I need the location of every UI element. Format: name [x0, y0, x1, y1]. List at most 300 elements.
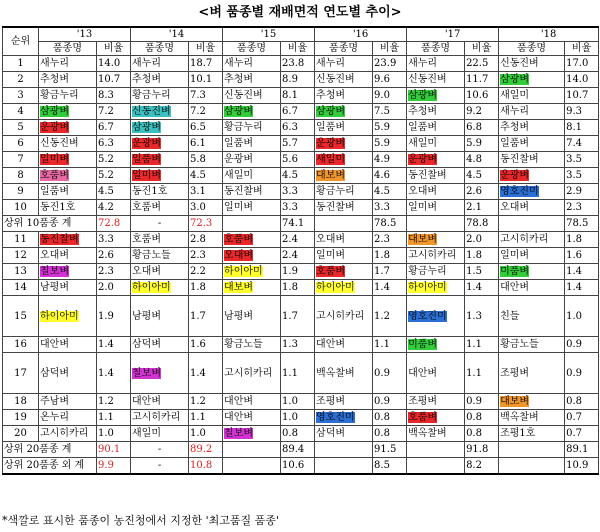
variety-name: 남평벼 — [224, 310, 254, 322]
table-row — [3, 280, 599, 296]
variety-name-cell — [39, 184, 97, 200]
variety-name-cell — [315, 152, 373, 168]
ratio-cell: 1.3 — [281, 337, 315, 353]
variety-name-cell — [499, 200, 565, 216]
year-header: '18 — [499, 27, 599, 42]
top20-sum-label: 상위 20품종 계 — [3, 442, 97, 458]
variety-name: 대보벼 — [500, 396, 530, 407]
table-row — [3, 168, 599, 184]
variety-name-cell — [39, 280, 97, 296]
variety-name: 일미벼 — [224, 202, 254, 213]
ratio-cell: 0.8 — [465, 426, 499, 442]
ratio-cell: 0.9 — [565, 337, 599, 353]
variety-name: 하이아미 — [316, 282, 355, 293]
variety-name: 운광벼 — [500, 170, 530, 181]
variety-name-header: 품종명 — [499, 42, 565, 56]
ratio-cell: 11.7 — [465, 72, 499, 88]
variety-name-cell — [499, 394, 565, 410]
ratio-cell: 1.8 — [465, 248, 499, 264]
variety-name: 오대벼 — [316, 234, 346, 245]
variety-name-cell — [39, 104, 97, 120]
variety-name-cell — [315, 248, 373, 264]
table-row — [3, 410, 599, 426]
ratio-cell: 1.8 — [373, 248, 407, 264]
variety-name: 온누리 — [40, 412, 69, 423]
variety-name-cell — [39, 426, 97, 442]
variety-name-cell — [131, 136, 189, 152]
blank-cell — [499, 458, 565, 475]
ratio-header: 비율 — [565, 42, 599, 56]
blank-cell — [407, 216, 465, 232]
variety-name-cell — [315, 120, 373, 136]
ratio-cell: 1.8 — [281, 280, 315, 296]
ratio-cell: 3.3 — [373, 200, 407, 216]
ratio-cell: 1.4 — [97, 337, 131, 353]
variety-name: 추청벼 — [316, 90, 346, 101]
ratio-cell: 0.9 — [373, 353, 407, 394]
year-header: '13 — [39, 27, 131, 42]
year-header-row — [3, 27, 599, 42]
variety-name-cell — [315, 353, 373, 394]
variety-name-cell — [223, 72, 281, 88]
variety-name-cell — [39, 410, 97, 426]
ratio-cell: 2.6 — [465, 184, 499, 200]
ratio-cell: 0.8 — [565, 394, 599, 410]
ratio-cell: 0.8 — [281, 426, 315, 442]
variety-name-cell — [39, 136, 97, 152]
variety-name-cell — [39, 248, 97, 264]
variety-name: 신동진벼 — [316, 74, 355, 85]
variety-name-cell — [407, 56, 465, 72]
table-row — [3, 56, 599, 72]
variety-name-cell — [315, 168, 373, 184]
variety-name-cell — [407, 280, 465, 296]
variety-name-cell — [131, 56, 189, 72]
ratio-cell: 5.2 — [97, 152, 131, 168]
table-row — [3, 184, 599, 200]
ratio-cell: 7.2 — [189, 104, 223, 120]
variety-name: 운광벼 — [316, 138, 346, 149]
variety-name: 추청벼 — [408, 106, 438, 117]
ratio-cell: 2.4 — [281, 248, 315, 264]
variety-name: 오대벼 — [408, 186, 438, 197]
variety-name-cell — [407, 264, 465, 280]
variety-name: 새일미 — [132, 428, 161, 439]
variety-name: 일미벼 — [40, 154, 69, 165]
variety-name-cell — [131, 410, 189, 426]
variety-name-cell — [223, 120, 281, 136]
variety-name-cell — [131, 104, 189, 120]
variety-name: 새일미 — [224, 170, 254, 181]
variety-name-cell — [131, 394, 189, 410]
sum-value: 74.1 — [281, 216, 315, 232]
blank-cell — [223, 442, 281, 458]
variety-name-cell — [39, 232, 97, 248]
variety-name-cell — [499, 337, 565, 353]
variety-name: 칠보벼 — [132, 367, 161, 379]
sum-value: 78.8 — [465, 216, 499, 232]
sum-value: 10.8 — [189, 458, 223, 475]
ratio-cell: 1.1 — [97, 410, 131, 426]
ratio-cell: 1.1 — [281, 353, 315, 394]
variety-name-cell — [223, 264, 281, 280]
variety-name-cell — [499, 136, 565, 152]
sum-value: 72.8 — [97, 216, 131, 232]
variety-name: 신동진벼 — [40, 138, 79, 149]
variety-name: 새일미 — [500, 90, 530, 101]
ratio-cell: 2.2 — [189, 264, 223, 280]
table-row — [3, 88, 599, 104]
top10-body — [3, 56, 599, 216]
variety-name: 운광벼 — [408, 154, 438, 165]
variety-name: 하이아미 — [40, 310, 79, 322]
ratio-cell: 1.0 — [565, 296, 599, 337]
ratio-cell: 5.9 — [465, 136, 499, 152]
variety-name: 삼광벼 — [224, 106, 254, 117]
variety-name: 삼덕벼 — [132, 339, 161, 350]
ratio-header: 비율 — [97, 42, 131, 56]
variety-name-cell — [131, 184, 189, 200]
variety-name-cell — [499, 426, 565, 442]
variety-name-cell — [407, 296, 465, 337]
year-header: '16 — [315, 27, 407, 42]
ratio-cell: 4.5 — [465, 168, 499, 184]
ratio-cell: 4.5 — [373, 184, 407, 200]
blank-cell — [223, 458, 281, 475]
variety-name: 새누리 — [408, 58, 438, 69]
variety-name-cell — [407, 353, 465, 394]
variety-name-cell — [223, 232, 281, 248]
ratio-header: 비율 — [465, 42, 499, 56]
variety-name-cell — [499, 280, 565, 296]
variety-name: 대안벼 — [316, 339, 346, 350]
variety-name: 미품벼 — [408, 339, 438, 350]
ratio-cell: 0.9 — [565, 353, 599, 394]
variety-name-cell — [499, 88, 565, 104]
variety-name: 영호진미 — [500, 186, 539, 197]
variety-name-cell — [407, 200, 465, 216]
variety-name: 새일미 — [316, 154, 346, 165]
sum-value: 78.5 — [373, 216, 407, 232]
variety-name: 대안벼 — [224, 412, 254, 423]
variety-name-cell — [223, 353, 281, 394]
other-sum-row — [3, 458, 599, 475]
ratio-cell: 7.5 — [373, 104, 407, 120]
sum-value: 72.3 — [189, 216, 223, 232]
variety-name: 칠보벼 — [40, 266, 69, 277]
ratio-cell: 1.1 — [465, 353, 499, 394]
ratio-cell: 1.9 — [281, 264, 315, 280]
rank-cell: 15 — [3, 296, 39, 337]
variety-name: 호품벼 — [224, 234, 254, 245]
ratio-cell: 3.3 — [97, 232, 131, 248]
table-row — [3, 152, 599, 168]
variety-name: 황금누리 — [224, 122, 263, 133]
variety-name-cell — [407, 184, 465, 200]
rank-cell: 5 — [3, 120, 39, 136]
variety-name-cell — [131, 353, 189, 394]
ratio-cell: 2.6 — [97, 248, 131, 264]
variety-name: 호품벼 — [316, 266, 346, 277]
ratio-cell: 4.5 — [97, 184, 131, 200]
table-row — [3, 120, 599, 136]
ratio-cell: 1.8 — [189, 280, 223, 296]
variety-name: 백옥찰벼 — [316, 367, 355, 379]
variety-name-cell — [39, 200, 97, 216]
variety-name: 미품벼 — [500, 266, 530, 277]
variety-name: 새일미 — [408, 138, 438, 149]
variety-name-cell — [315, 88, 373, 104]
variety-name-cell — [223, 337, 281, 353]
ratio-cell: 1.1 — [373, 337, 407, 353]
rank-cell: 1 — [3, 56, 39, 72]
ratio-cell: 14.0 — [97, 56, 131, 72]
variety-name: 영호진미 — [408, 310, 447, 322]
ratio-header: 비율 — [373, 42, 407, 56]
variety-name: 대안벼 — [408, 367, 438, 379]
variety-name-cell — [315, 337, 373, 353]
variety-name-cell — [315, 264, 373, 280]
variety-name: 신동진벼 — [132, 106, 171, 117]
variety-name-cell — [499, 296, 565, 337]
ratio-cell: 9.0 — [373, 88, 407, 104]
variety-name: 동진찰벼 — [408, 170, 447, 181]
variety-name: 일미벼 — [132, 170, 161, 181]
variety-name-cell — [499, 410, 565, 426]
sum-value: 10.9 — [565, 458, 599, 475]
variety-name-header: 품종명 — [39, 42, 97, 56]
ratio-cell: 0.9 — [465, 394, 499, 410]
variety-name-cell — [131, 152, 189, 168]
variety-name-header: 품종명 — [407, 42, 465, 56]
ratio-cell: 1.1 — [189, 410, 223, 426]
ratio-cell: 1.6 — [189, 337, 223, 353]
other-sum-label: 상위 20품종 외 계 — [3, 458, 97, 475]
blank-cell — [407, 442, 465, 458]
variety-name: 추청벼 — [40, 74, 69, 85]
variety-name: 동진찰벼 — [500, 154, 539, 165]
table-row — [3, 200, 599, 216]
rank-cell: 18 — [3, 394, 39, 410]
rank-cell: 3 — [3, 88, 39, 104]
rank-cell: 11 — [3, 232, 39, 248]
variety-name: 오대벼 — [40, 250, 69, 261]
variety-name-cell — [407, 410, 465, 426]
variety-name: 조평벼 — [408, 396, 438, 407]
ratio-cell: 5.7 — [281, 136, 315, 152]
variety-name-cell — [131, 280, 189, 296]
table-row — [3, 337, 599, 353]
variety-name: 새누리 — [224, 58, 254, 69]
variety-name-header: 품종명 — [131, 42, 189, 56]
variety-name-cell — [223, 394, 281, 410]
variety-name: 대보벼 — [316, 170, 346, 181]
ratio-cell: 6.1 — [189, 136, 223, 152]
variety-name: 새누리 — [500, 106, 530, 117]
variety-name: 동진1호 — [40, 202, 76, 213]
ratio-cell: 3.3 — [281, 200, 315, 216]
variety-name-cell — [315, 136, 373, 152]
variety-name-cell — [223, 104, 281, 120]
variety-name-header: 품종명 — [315, 42, 373, 56]
ratio-cell: 6.8 — [465, 120, 499, 136]
variety-name-cell — [315, 296, 373, 337]
ratio-cell: 17.0 — [565, 56, 599, 72]
variety-name-cell — [407, 337, 465, 353]
variety-name: 삼광벼 — [132, 122, 161, 133]
variety-name: 동진찰벼 — [40, 234, 79, 245]
year-header: '14 — [131, 27, 223, 42]
sum-value: 89.4 — [281, 442, 315, 458]
variety-name: 조평1호 — [500, 428, 536, 439]
ratio-cell: 1.1 — [465, 337, 499, 353]
ratio-cell: 18.7 — [189, 56, 223, 72]
ratio-cell: 2.3 — [373, 232, 407, 248]
ratio-cell: 0.7 — [565, 410, 599, 426]
top10-sum-body — [3, 216, 599, 232]
variety-name: 황금노들 — [500, 339, 539, 350]
sum-value: 89.1 — [565, 442, 599, 458]
sum-value: 90.1 — [97, 442, 131, 458]
variety-name: 오대벼 — [224, 250, 254, 261]
variety-name-cell — [407, 136, 465, 152]
ratio-cell: 2.3 — [565, 200, 599, 216]
variety-name: 운광벼 — [132, 138, 161, 149]
blank-cell — [315, 458, 373, 475]
blank-cell — [315, 216, 373, 232]
variety-name: 일미벼 — [500, 250, 530, 261]
ratio-cell: 7.4 — [565, 136, 599, 152]
variety-name-cell — [499, 104, 565, 120]
variety-name-cell — [131, 120, 189, 136]
variety-name: 백옥찰벼 — [408, 428, 447, 439]
variety-name-cell — [315, 394, 373, 410]
rank-cell: 2 — [3, 72, 39, 88]
year-header: '17 — [407, 27, 499, 42]
variety-name-cell — [39, 56, 97, 72]
variety-name-cell — [39, 168, 97, 184]
rank-header: 순위 — [3, 27, 39, 56]
rank-cell: 8 — [3, 168, 39, 184]
variety-name: 삼광벼 — [40, 106, 69, 117]
variety-name: 일품벼 — [500, 138, 530, 149]
footnote: *색깔로 표시한 품종이 농진청에서 지정한 '최고품질 품종' — [2, 514, 279, 527]
variety-name-cell — [39, 296, 97, 337]
variety-name: 신동진벼 — [224, 90, 263, 101]
variety-name-cell — [39, 152, 97, 168]
variety-name: 일품벼 — [224, 138, 254, 149]
ratio-cell: 2.1 — [465, 200, 499, 216]
rice-variety-table — [2, 26, 599, 475]
variety-name-cell — [223, 296, 281, 337]
variety-name-cell — [315, 104, 373, 120]
variety-name: 하이아미 — [132, 282, 171, 293]
table-row — [3, 104, 599, 120]
variety-name: 호품벼 — [132, 202, 161, 213]
dash: - — [131, 442, 189, 458]
ratio-cell: 3.1 — [189, 184, 223, 200]
variety-name-cell — [39, 353, 97, 394]
variety-name: 삼덕벼 — [40, 367, 69, 379]
variety-name: 동진찰벼 — [224, 186, 263, 197]
variety-name-cell — [499, 232, 565, 248]
ratio-cell: 14.0 — [565, 72, 599, 88]
rank-cell: 13 — [3, 264, 39, 280]
variety-name: 일품벼 — [408, 122, 438, 133]
year-header: '15 — [223, 27, 315, 42]
variety-name: 새누리 — [40, 58, 69, 69]
ratio-cell: 4.5 — [189, 168, 223, 184]
variety-name: 추청벼 — [224, 74, 254, 85]
ratio-cell: 2.3 — [189, 248, 223, 264]
column-header-row — [3, 42, 599, 56]
variety-name: 삼광벼 — [500, 74, 530, 85]
variety-name-cell — [407, 120, 465, 136]
variety-name: 삼덕벼 — [316, 428, 346, 439]
ratio-cell: 1.4 — [565, 280, 599, 296]
variety-name: 황금누리 — [132, 90, 171, 101]
ratio-cell: 3.5 — [565, 168, 599, 184]
rank-cell: 17 — [3, 353, 39, 394]
variety-name: 삼광벼 — [408, 90, 438, 101]
variety-name-cell — [131, 200, 189, 216]
ratio-cell: 2.3 — [97, 264, 131, 280]
rank-cell: 14 — [3, 280, 39, 296]
variety-name-cell — [499, 184, 565, 200]
variety-name-cell — [407, 88, 465, 104]
variety-name: 호품벼 — [132, 234, 161, 245]
ratio-cell: 1.2 — [189, 394, 223, 410]
ratio-cell: 1.7 — [281, 296, 315, 337]
variety-name-cell — [407, 104, 465, 120]
ratio-cell: 8.1 — [565, 120, 599, 136]
ratio-cell: 1.3 — [465, 296, 499, 337]
dash: - — [131, 216, 189, 232]
ratio-cell: 1.4 — [97, 353, 131, 394]
variety-name: 운광벼 — [40, 122, 69, 133]
variety-name: 황금노들 — [132, 250, 171, 261]
table-row — [3, 72, 599, 88]
variety-name: 남평벼 — [132, 310, 161, 322]
ratio-cell: 8.3 — [97, 88, 131, 104]
ratio-cell: 7.3 — [189, 88, 223, 104]
variety-name: 추청벼 — [132, 74, 161, 85]
variety-name: 일품벼 — [132, 154, 161, 165]
ratio-cell: 0.8 — [373, 410, 407, 426]
variety-name-cell — [131, 248, 189, 264]
ratio-cell: 1.0 — [189, 426, 223, 442]
variety-name-cell — [223, 88, 281, 104]
variety-name-cell — [407, 248, 465, 264]
ratio-header: 비율 — [281, 42, 315, 56]
top20-sum-row — [3, 442, 599, 458]
variety-name-cell — [315, 410, 373, 426]
ratio-cell: 1.0 — [97, 426, 131, 442]
sum-value: 89.2 — [189, 442, 223, 458]
variety-name: 대안벼 — [132, 396, 161, 407]
ratio-cell: 1.2 — [97, 394, 131, 410]
variety-name: 고시히카리 — [40, 428, 89, 439]
variety-name-cell — [499, 168, 565, 184]
variety-name: 신동진벼 — [500, 58, 539, 69]
table-row — [3, 296, 599, 337]
ratio-cell: 5.9 — [373, 136, 407, 152]
blank-cell — [499, 216, 565, 232]
variety-name: 일미벼 — [408, 202, 438, 213]
variety-name-cell — [315, 426, 373, 442]
rank-cell: 4 — [3, 104, 39, 120]
table-row — [3, 394, 599, 410]
